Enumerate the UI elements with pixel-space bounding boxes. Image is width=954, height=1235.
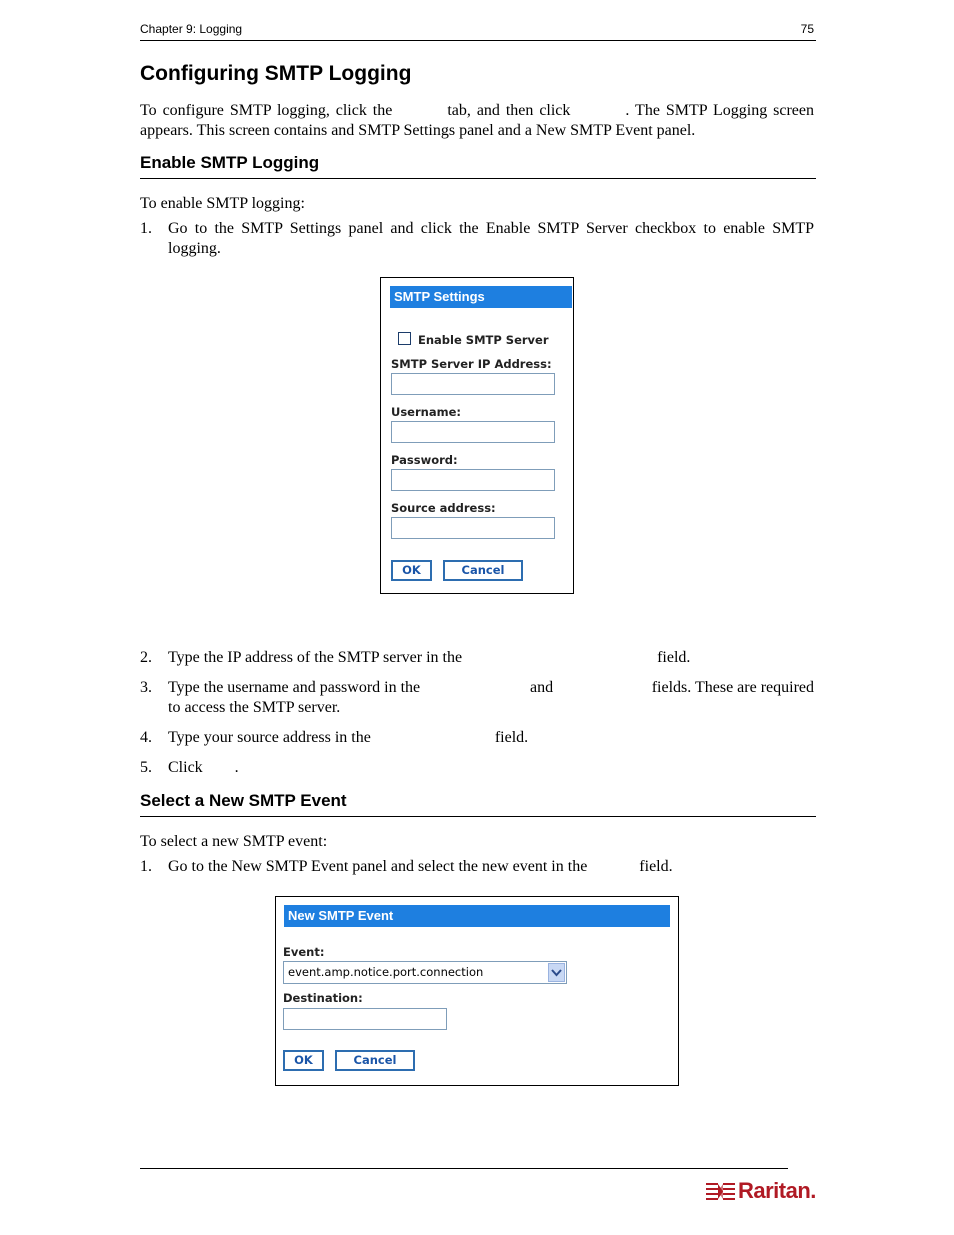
server-ip-input[interactable] [391,373,555,395]
section-title: Configuring SMTP Logging [140,62,412,85]
event-select[interactable]: event.amp.notice.port.connection [283,961,567,984]
enable-step-2: 2. Type the IP address of the SMTP server in the field. [140,649,691,666]
running-header-chapter: Chapter 9: Logging [140,22,243,36]
smtp-settings-title: SMTP Settings [390,286,572,308]
header-rule [140,40,816,41]
page-number: 75 [800,22,814,36]
source-address-input[interactable] [391,517,555,539]
ok-button[interactable]: OK [391,560,432,581]
raritan-logo [706,1178,816,1206]
server-ip-label: SMTP Server IP Address: [391,357,552,371]
footer-rule [140,1168,788,1169]
new-event-step-1: 1. Go to the New SMTP Event panel and select the new event in the field. [140,858,673,875]
new-event-title: New SMTP Event [284,905,670,927]
raritan-logo-icon [706,1181,736,1203]
password-input[interactable] [391,469,555,491]
new-event-heading-rule [140,816,816,817]
enable-step-4: 4. Type your source address in the field. [140,729,529,746]
new-event-heading: Select a New SMTP Event [140,791,347,810]
cancel-button[interactable]: Cancel [443,560,523,581]
new-event-lead: To select a new SMTP event: [140,833,328,850]
event-label: Event: [283,945,325,959]
raritan-logo-text: Raritan. [738,1178,816,1203]
password-label: Password: [391,453,458,467]
enable-smtp-checkbox[interactable] [398,332,411,345]
smtp-settings-panel [380,277,574,594]
chevron-down-icon[interactable] [548,963,565,982]
enable-smtp-heading: Enable SMTP Logging [140,153,320,172]
username-input[interactable] [391,421,555,443]
new-smtp-event-panel [275,896,679,1086]
enable-step-5: 5. Click . [140,759,239,776]
username-label: Username: [391,405,461,419]
enable-step-3: 3. Type the username and password in the and fields. These are required to access the SMTP server. [140,679,814,716]
enable-step-1: 1. Go to the SMTP Settings panel and click the Enable SMTP Server checkbox to enable SMTP logging. [140,220,814,257]
enable-smtp-heading-rule [140,178,816,179]
destination-input[interactable] [283,1008,447,1030]
event-cancel-button[interactable]: Cancel [335,1050,415,1071]
enable-lead: To enable SMTP logging: [140,195,305,212]
destination-label: Destination: [283,991,363,1005]
intro-paragraph: To configure SMTP logging, click the tab, and then click . The SMTP Logging screen appears. This screen contains and SMTP Settings panel and a New SMTP Event panel. [140,102,814,139]
event-ok-button[interactable]: OK [283,1050,324,1071]
enable-smtp-label: Enable SMTP Server [418,333,549,347]
source-address-label: Source address: [391,501,496,515]
